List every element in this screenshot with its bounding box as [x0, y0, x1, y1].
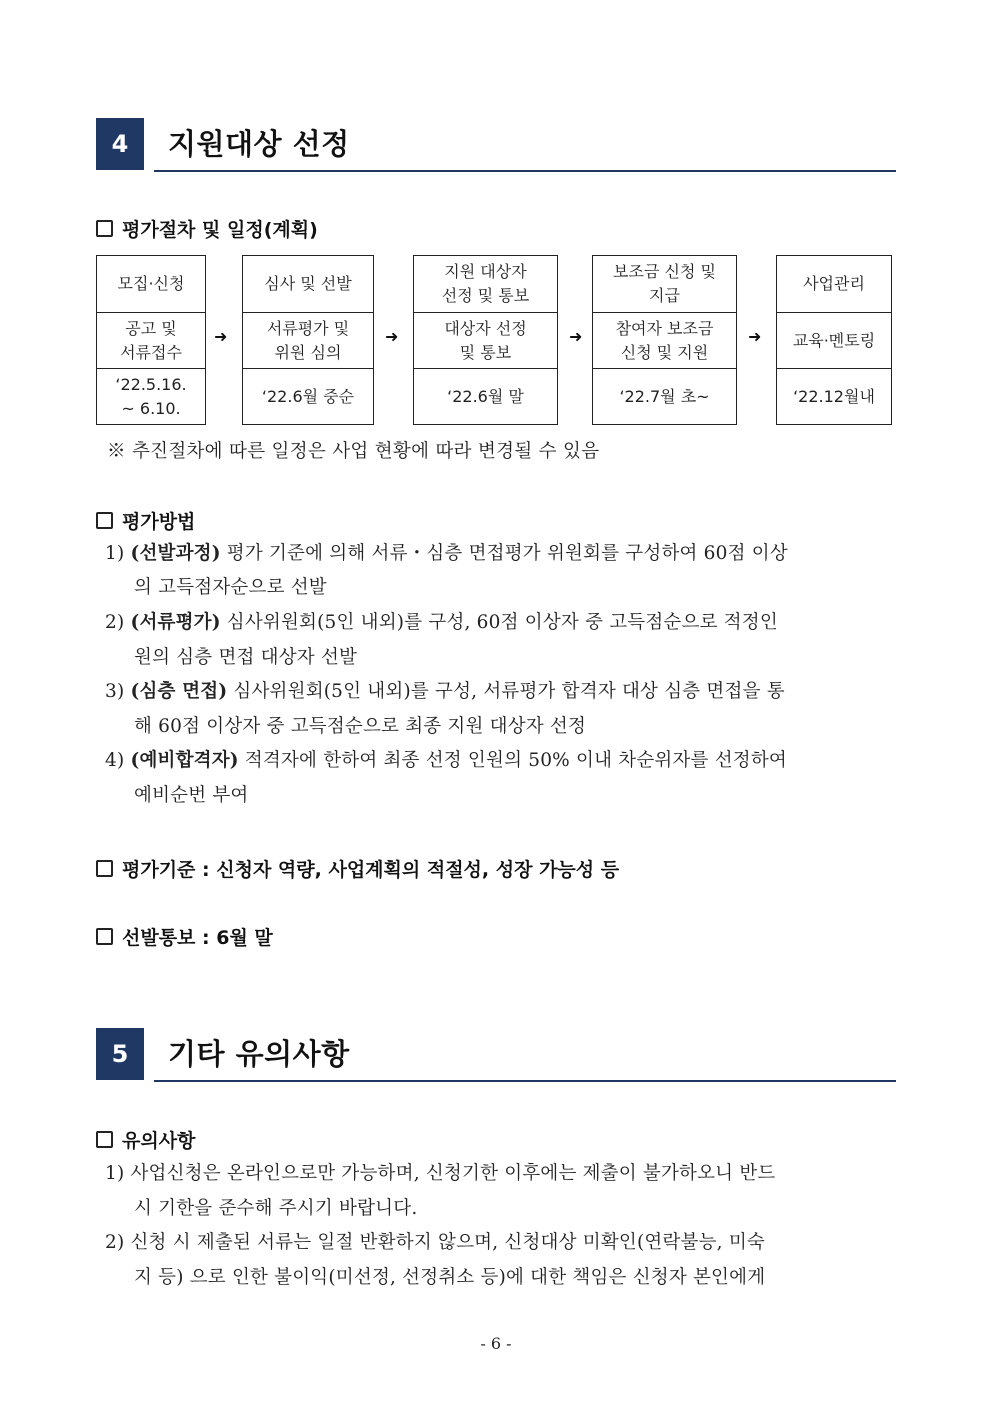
- section-4-header: [96, 118, 896, 190]
- arrow-icon: ➜: [214, 327, 228, 346]
- stage-date: ‘22.12월내: [777, 368, 891, 425]
- item-label: (심층 면접): [130, 681, 228, 702]
- item-text: 평가 기준에 의해 서류・심층 면접평가 위원회를 구성하여 60점 이상: [220, 543, 788, 564]
- stage-name: 사업관리: [803, 274, 865, 293]
- stage-task: 참여자 보조금 신청 및 지원: [593, 312, 736, 369]
- subsection-notes: [96, 1126, 195, 1153]
- item-number: 2): [105, 612, 125, 633]
- stage-date: ‘22.6월 말: [414, 368, 557, 425]
- stage-task: 서류평가 및 위원 심의: [243, 312, 373, 369]
- section-number: 5: [96, 1028, 144, 1080]
- item-number: 4): [105, 750, 125, 771]
- stage-task: 공고 및 서류접수: [97, 312, 205, 369]
- stage-recruitment: [96, 255, 206, 425]
- notification-text: 선발통보 : 6월 말: [122, 927, 273, 949]
- arrow-icon: ➜: [385, 327, 399, 346]
- item-number: 3): [105, 681, 125, 702]
- item-label: (선발과정): [130, 543, 221, 564]
- method-item: [105, 675, 900, 709]
- method-item-continuation: 해 60점 이상자 중 고득점순으로 최종 지원 대상자 선정: [134, 716, 587, 737]
- arrow-icon: ➜: [569, 327, 583, 346]
- stage-date: ‘22.5.16. ~ 6.10.: [97, 368, 205, 425]
- item-number: 1): [105, 1163, 125, 1184]
- stage-task: 교육·멘토링: [777, 312, 891, 369]
- stage-date: ‘22.7월 초~: [593, 368, 736, 425]
- method-item-continuation: 원의 심층 면접 대상자 선발: [134, 647, 358, 668]
- item-text: 신청 시 제출된 서류는 일절 반환하지 않으며, 신청대상 미확인(연락불능, 미숙: [124, 1232, 765, 1253]
- page-number: - 6 -: [480, 1334, 512, 1353]
- stage-name: 지원 대상자 선정 및 통보: [441, 262, 530, 305]
- subsection-title: 평가방법: [122, 511, 196, 533]
- stage-selection: [413, 255, 558, 425]
- arrow-icon: ➜: [748, 327, 762, 346]
- item-text: 사업신청은 온라인으로만 가능하며, 신청기한 이후에는 제출이 불가하오니 반드: [124, 1163, 776, 1184]
- stage-name: 심사 및 선발: [264, 274, 352, 293]
- checkbox-square-icon: [96, 220, 113, 237]
- section-title: 기타 유의사항: [168, 1037, 350, 1071]
- item-text: 심사위원회(5인 내외)를 구성, 서류평가 합격자 대상 심층 면접을 통: [227, 681, 785, 702]
- method-item-continuation: 의 고득점자순으로 선발: [134, 577, 327, 598]
- item-number: 1): [105, 543, 125, 564]
- method-item: [105, 744, 900, 778]
- checkbox-square-icon: [96, 1131, 113, 1148]
- item-label: (예비합격자): [130, 750, 239, 771]
- item-number: 2): [105, 1232, 125, 1253]
- stage-name: 보조금 신청 및 지급: [613, 262, 716, 305]
- method-item-continuation: 예비순번 부여: [134, 785, 249, 806]
- note-item-continuation: 지 등) 으로 인한 불이익(미선정, 선정취소 등)에 대한 책임은 신청자 본인에게: [134, 1267, 766, 1288]
- item-label: (서류평가): [130, 612, 221, 633]
- subsection-notification: [96, 923, 273, 950]
- stage-task: 대상자 선정 및 통보: [414, 312, 557, 369]
- stage-subsidy: [592, 255, 737, 425]
- checkbox-square-icon: [96, 860, 113, 877]
- schedule-note: ※ 추진절차에 따른 일정은 사업 현황에 따라 변경될 수 있음: [107, 441, 600, 462]
- note-item: [105, 1157, 900, 1191]
- criteria-text: 평가기준 : 신청자 역량, 사업계획의 적절성, 성장 가능성 등: [122, 859, 620, 881]
- section-title: 지원대상 선정: [168, 127, 350, 161]
- note-item-continuation: 시 기한을 준수해 주시기 바랍니다.: [134, 1198, 418, 1219]
- stage-review: [242, 255, 374, 425]
- subsection-method: [96, 507, 195, 534]
- checkbox-square-icon: [96, 512, 113, 529]
- subsection-schedule: [96, 215, 318, 242]
- section-underline: [154, 1080, 896, 1082]
- item-text: 심사위원회(5인 내외)를 구성, 60점 이상자 중 고득점순으로 적정인: [220, 612, 778, 633]
- section-number: 4: [96, 118, 144, 170]
- subsection-criteria: [96, 855, 619, 882]
- method-item: [105, 606, 900, 640]
- stage-name: 모집·신청: [117, 274, 185, 293]
- section-5-header: [96, 1028, 896, 1100]
- section-underline: [154, 170, 896, 172]
- item-text: 적격자에 한하여 최종 선정 인원의 50% 이내 차순위자를 선정하여: [238, 750, 787, 771]
- stage-management: [776, 255, 892, 425]
- note-item: [105, 1226, 900, 1260]
- stage-date: ‘22.6월 중순: [243, 368, 373, 425]
- subsection-title: 평가절차 및 일정(계획): [122, 219, 318, 241]
- method-item: [105, 537, 900, 571]
- subsection-title: 유의사항: [122, 1130, 196, 1152]
- checkbox-square-icon: [96, 928, 113, 945]
